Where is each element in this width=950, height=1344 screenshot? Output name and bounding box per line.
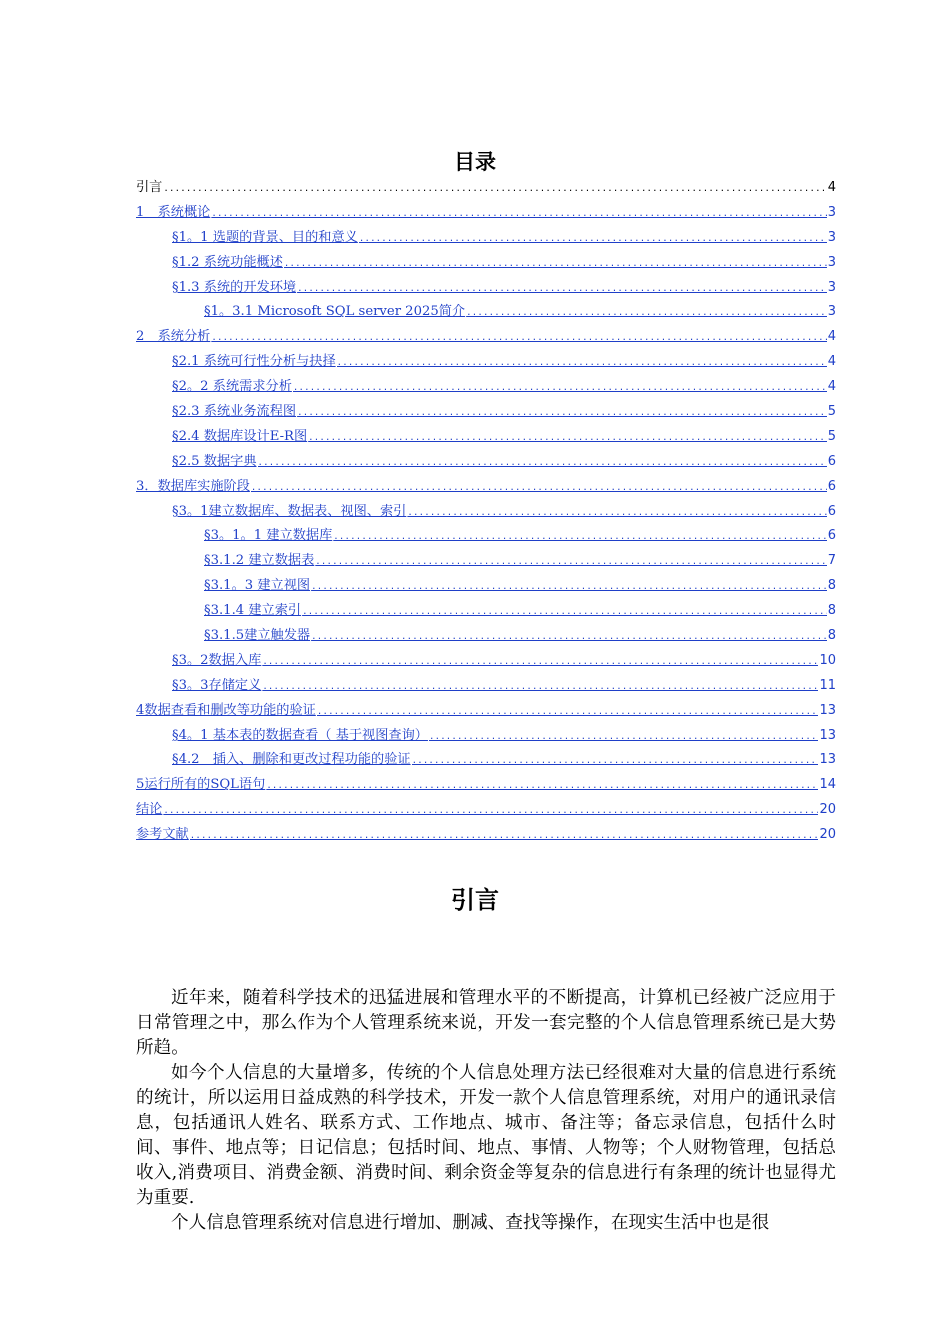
toc-entry-label: §2.4 数据库设计E-R图 (172, 428, 308, 444)
toc-entry-page: 6 (827, 528, 836, 544)
toc-entry-label: 3．数据库实施阶段 (136, 478, 250, 494)
toc-entry[interactable] (136, 500, 836, 525)
toc-entry-label: §1.3 系统的开发环境 (172, 279, 297, 295)
toc-entry-label: 2 系统分析 (136, 329, 211, 345)
toc-entry-page: 4 (827, 354, 836, 370)
toc-title: 目录 (454, 150, 496, 174)
toc-entry-page: 6 (827, 478, 836, 494)
toc-entry[interactable] (136, 549, 836, 574)
toc-dot-leader (333, 525, 826, 550)
toc-entry[interactable] (136, 798, 836, 823)
toc-entry-label: §4.2 插入、删除和更改过程功能的验证 (172, 752, 411, 768)
toc-dot-leader (311, 625, 827, 650)
toc-entry-page: 13 (819, 752, 836, 768)
toc-dot-leader (163, 799, 818, 824)
toc-entry-label: §3。1建立数据库、数据表、视图、索引 (172, 503, 407, 519)
toc-dot-leader (359, 227, 827, 252)
toc-entry[interactable] (136, 425, 836, 450)
toc-entry-page: 6 (827, 503, 836, 519)
toc-entry-label: §3。1。1 建立数据库 (204, 528, 333, 544)
toc-entry-label: 参考文献 (136, 827, 189, 843)
toc-entry-page: 8 (827, 603, 836, 619)
toc-dot-leader (297, 401, 827, 426)
toc-dot-leader (315, 550, 826, 575)
toc-dot-leader (258, 451, 827, 476)
toc-entry-label: 引言 (136, 180, 163, 195)
toc-entry-page: 3 (827, 229, 836, 245)
toc-dot-leader (251, 476, 827, 501)
toc-entry-page: 13 (819, 727, 836, 743)
toc-entry-page: 5 (827, 428, 836, 444)
toc-entry[interactable] (136, 300, 836, 325)
toc-entry-page: 3 (827, 279, 836, 295)
toc-dot-leader (297, 277, 827, 302)
section-title: 引言 (451, 886, 499, 914)
toc-entry-label: 5运行所有的SQL语句 (136, 777, 266, 793)
toc-dot-leader (211, 326, 826, 351)
toc-entry-page: 5 (827, 404, 836, 420)
toc-dot-leader (317, 700, 819, 725)
toc-entry-label: §1。1 选题的背景、目的和意义 (172, 229, 358, 245)
body-paragraph: 近年来，随着科学技术的迅猛进展和管理水平的不断提高，计算机已经被广泛应用于日常管理之中，那么作为个人管理系统来说，开发一套完整的个人信息管理系统已是大势所趋。 (136, 988, 836, 1058)
body-paragraph: 个人信息管理系统对信息进行增加、删减、查找等操作，在现实生活中也是很 (171, 1213, 770, 1233)
toc-entry[interactable] (136, 201, 836, 226)
toc-entry[interactable] (136, 674, 836, 699)
toc-entry-label: §1。3.1 Microsoft SQL server 2025简介 (204, 304, 466, 320)
toc-entry[interactable] (136, 823, 836, 848)
toc-dot-leader (163, 177, 826, 202)
toc-entry[interactable] (136, 251, 836, 276)
toc-entry-label: §4。1 基本表的数据查看（ 基于视图查询） (172, 727, 428, 743)
toc-entry-label: §3.1。3 建立视图 (204, 578, 311, 594)
toc-entry[interactable] (136, 624, 836, 649)
toc-entry[interactable] (136, 226, 836, 251)
toc-entry[interactable] (136, 325, 836, 350)
toc-entry-page: 3 (827, 304, 836, 320)
toc-dot-leader (412, 749, 819, 774)
toc-entry[interactable] (136, 724, 836, 749)
toc-entry-page: 20 (819, 827, 836, 843)
toc-entry[interactable] (136, 375, 836, 400)
toc-dot-leader (284, 252, 827, 277)
toc-entry[interactable] (136, 276, 836, 301)
toc-entry[interactable] (136, 773, 836, 798)
toc-dot-leader (262, 650, 818, 675)
toc-entry-label: 1 系统概论 (136, 204, 211, 220)
toc-entry-page: 4 (827, 379, 836, 395)
toc-dot-leader (211, 202, 826, 227)
toc-dot-leader (337, 351, 827, 376)
toc-dot-leader (429, 725, 819, 750)
toc-dot-leader (308, 426, 827, 451)
toc-dot-leader (262, 675, 818, 700)
body-paragraph: 如今个人信息的大量增多，传统的个人信息处理方法已经很难对大量的信息进行系统的统计，所以运用日益成熟的科学技术，开发一款个人信息管理系统，对用户的通讯录信息，包括通讯人姓名、联系方式、工作地点、城市、备注等；备忘录信息，包括什么时间、事件、地点等；日记信息；包括时间、地点、事情、人物等；个人财物管理，包括总收入,消费项目、消费金额、消费时间、剩余资金等复杂的信息进行有条理的统计也显得尤为重要. (136, 1063, 836, 1208)
toc-dot-leader (266, 774, 818, 799)
toc-entry-label: §3.1.5建立触发器 (204, 628, 311, 644)
section-body (136, 986, 836, 1236)
toc-entry-label: §3.1.4 建立索引 (204, 603, 302, 619)
toc-entry-label: 结论 (136, 802, 163, 818)
toc-entry-label: §3。3存储定义 (172, 677, 262, 693)
toc-entry-page: 3 (827, 204, 836, 220)
toc-entry-label: §2.3 系统业务流程图 (172, 404, 297, 420)
toc-entry-label: §3.1.2 建立数据表 (204, 553, 315, 569)
toc-entry-page: 20 (819, 802, 836, 818)
toc-entry[interactable] (136, 475, 836, 500)
toc-entry-page: 8 (827, 578, 836, 594)
toc-dot-leader (311, 575, 827, 600)
toc-dot-leader (293, 376, 827, 401)
toc-entry-label: 4数据查看和删改等功能的验证 (136, 702, 316, 718)
toc-entry (136, 176, 836, 201)
toc-dot-leader (190, 824, 819, 849)
toc-dot-leader (302, 600, 827, 625)
toc-dot-leader (466, 301, 827, 326)
toc-entry-page: 13 (819, 702, 836, 718)
toc-entry-page: 4 (827, 329, 836, 345)
toc-entry[interactable] (136, 574, 836, 599)
toc-entry-page: 4 (827, 180, 836, 195)
toc-entry[interactable] (136, 599, 836, 624)
toc-entry[interactable] (136, 450, 836, 475)
toc-entry-label: §2。2 系统需求分析 (172, 379, 292, 395)
toc-dot-leader (407, 501, 826, 526)
toc-entry[interactable] (136, 649, 836, 674)
toc-entry-page: 3 (827, 254, 836, 270)
toc-entry-label: §3。2数据入库 (172, 652, 262, 668)
toc-entry-page: 10 (819, 652, 836, 668)
toc-entry[interactable] (136, 699, 836, 724)
toc-entry-page: 11 (819, 677, 836, 693)
toc-entry-page: 8 (827, 628, 836, 644)
toc-entry[interactable] (136, 748, 836, 773)
toc-entry-page: 6 (827, 453, 836, 469)
toc-entry-label: §2.1 系统可行性分析与抉择 (172, 354, 336, 370)
toc-entry-page: 7 (827, 553, 836, 569)
toc-entry-label: §2.5 数据字典 (172, 453, 257, 469)
toc-entry[interactable] (136, 350, 836, 375)
toc-entry[interactable] (136, 400, 836, 425)
table-of-contents (136, 176, 836, 848)
toc-entry-page: 14 (819, 777, 836, 793)
toc-entry-label: §1.2 系统功能概述 (172, 254, 283, 270)
toc-entry[interactable] (136, 524, 836, 549)
